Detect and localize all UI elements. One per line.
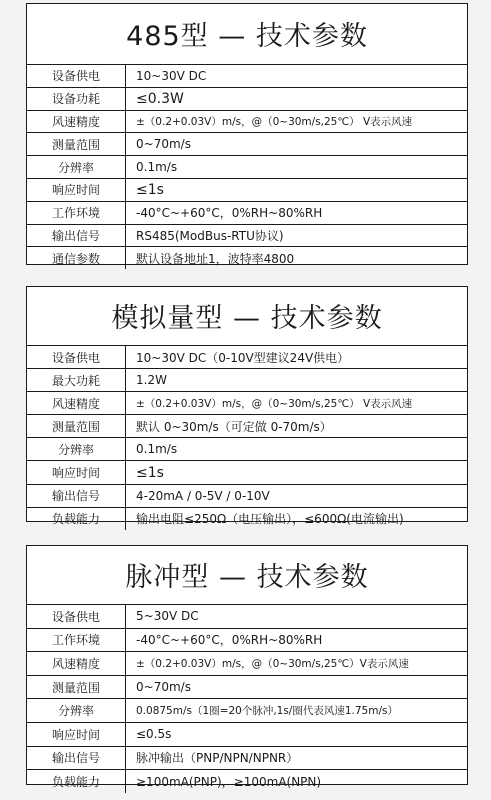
spec-table [27,345,467,530]
table-row [27,224,467,247]
table-row [27,675,467,699]
row-value: ±（0.2+0.03V）m/s，@（0~30m/s,25℃） V表示风速 [126,110,468,133]
table-row [27,110,467,133]
row-label: 设备供电 [27,605,126,629]
row-label: 响应时间 [27,178,126,201]
table-row [27,628,467,652]
spec-card-485 [26,3,468,265]
row-label: 分辨率 [27,438,126,461]
table-row [27,346,467,369]
row-label: 设备供电 [27,346,126,369]
table-row [27,392,467,415]
spec-table [27,64,467,269]
row-label: 设备供电 [27,65,126,88]
row-label: 分辨率 [27,699,126,723]
row-label: 风速精度 [27,652,126,676]
row-value: 1.2W [126,369,468,392]
table-row [27,438,467,461]
row-label: 测量范围 [27,133,126,156]
table-row [27,87,467,110]
row-label: 风速精度 [27,110,126,133]
row-label: 工作环境 [27,201,126,224]
row-value: ±（0.2+0.03V）m/s，@（0~30m/s,25℃） V表示风速 [126,392,468,415]
row-value: ≤0.5s [126,722,468,746]
row-label: 负载能力 [27,770,126,793]
row-label: 风速精度 [27,392,126,415]
table-row [27,722,467,746]
table-row [27,461,467,484]
section-title: 485型 — 技术参数 [126,21,368,52]
spec-card-analog [26,286,468,527]
row-value: ≤0.3W [126,87,468,110]
row-value: 脉冲输出（PNP/NPN/NPNR） [126,746,468,770]
spec-card-pulse [26,545,468,789]
row-label: 输出信号 [27,484,126,507]
table-row [27,178,467,201]
table-row [27,156,467,179]
row-label: 负载能力 [27,507,126,530]
row-value: 10~30V DC [126,65,468,88]
row-value: RS485(ModBus-RTU协议) [126,224,468,247]
table-row [27,699,467,723]
row-value: 0.1m/s [126,156,468,179]
table-row [27,201,467,224]
table-row [27,133,467,156]
row-value: 0~70m/s [126,133,468,156]
row-label: 通信参数 [27,247,126,269]
table-row [27,484,467,507]
row-value: 4-20mA / 0-5V / 0-10V [126,484,468,507]
row-label: 测量范围 [27,675,126,699]
row-label: 分辨率 [27,156,126,179]
table-row [27,605,467,629]
table-row [27,65,467,88]
row-value: 5~30V DC [126,605,468,629]
row-label: 工作环境 [27,628,126,652]
row-value: 0.1m/s [126,438,468,461]
row-value: 10~30V DC（0-10V型建议24V供电） [126,346,468,369]
table-row [27,415,467,438]
row-value: ≤1s [126,461,468,484]
section-title: 模拟量型 — 技术参数 [111,303,383,334]
row-label: 最大功耗 [27,369,126,392]
table-row [27,247,467,269]
row-label: 设备功耗 [27,87,126,110]
table-row [27,746,467,770]
row-label: 输出信号 [27,746,126,770]
row-value: 默认 0~30m/s（可定做 0-70m/s） [126,415,468,438]
table-row [27,770,467,793]
row-value: 输出电阻≤250Ω（电压输出），≤600Ω(电流输出) [126,507,468,530]
spec-table [27,604,467,793]
row-value: ≤1s [126,178,468,201]
row-value: ±（0.2+0.03V）m/s，@（0~30m/s,25℃）V表示风速 [126,652,468,676]
row-label: 输出信号 [27,224,126,247]
table-row [27,369,467,392]
row-value: 0.0875m/s（1圈=20个脉冲,1s/圈代表风速1.75m/s） [126,699,468,723]
section-title: 脉冲型 — 技术参数 [125,562,369,593]
row-value: -40°C~+60°C，0%RH~80%RH [126,201,468,224]
row-value: 默认设备地址1，波特率4800 [126,247,468,269]
table-row [27,652,467,676]
row-value: -40°C~+60°C，0%RH~80%RH [126,628,468,652]
table-row [27,507,467,530]
row-label: 响应时间 [27,461,126,484]
row-value: ≥100mA(PNP)，≥100mA(NPN) [126,770,468,793]
row-label: 响应时间 [27,722,126,746]
row-label: 测量范围 [27,415,126,438]
row-value: 0~70m/s [126,675,468,699]
